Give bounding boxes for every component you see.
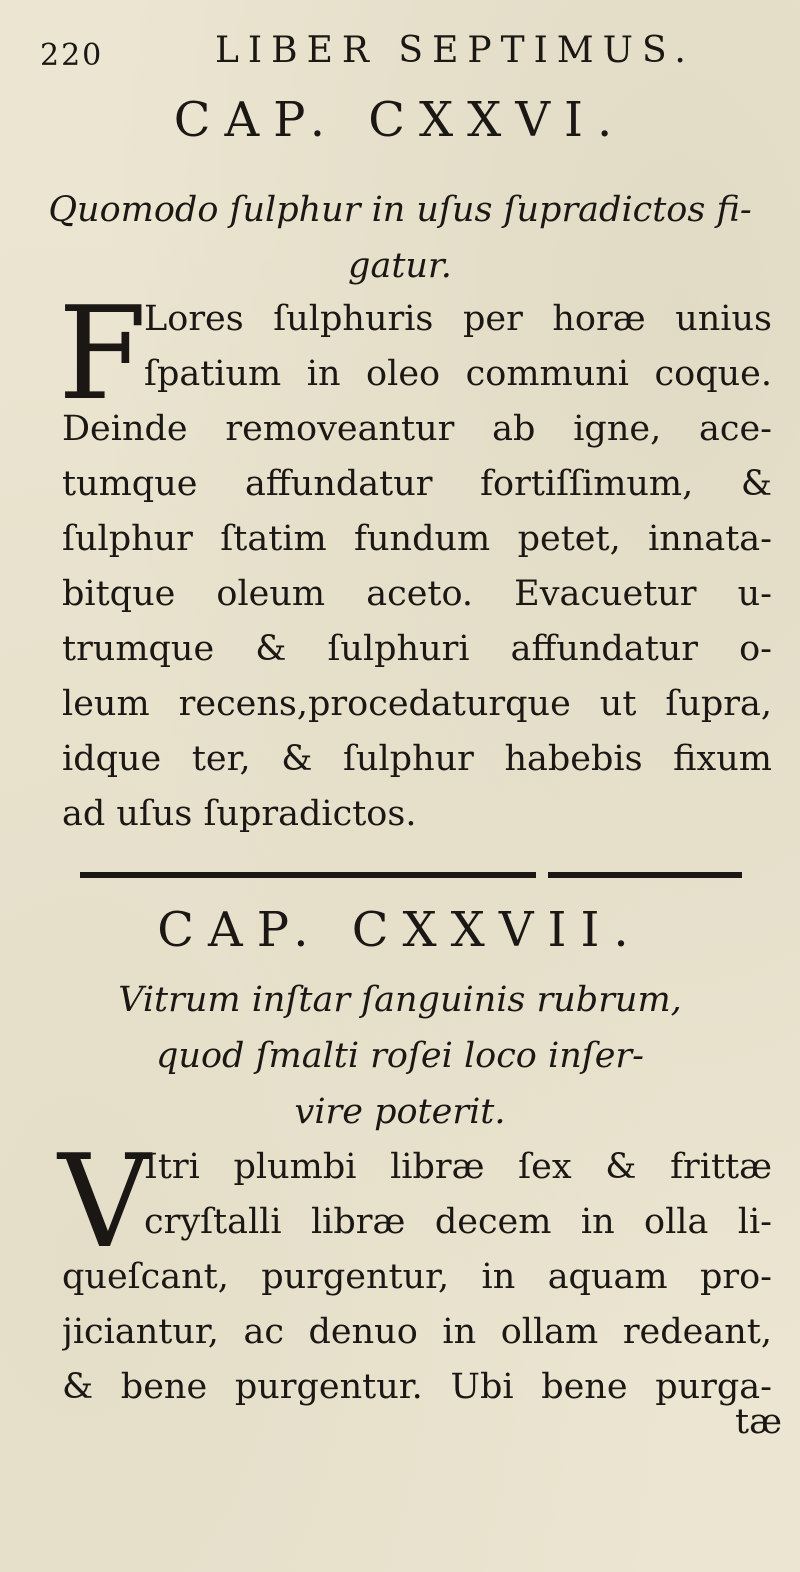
chapter-title-line: vire poterit. xyxy=(294,1092,506,1132)
text-line: queſcant, purgentur, in aquam pro- xyxy=(62,1257,772,1297)
chapter-title-line: Quomodo ſulphur in uſus ſupradictos fi- xyxy=(48,190,752,230)
text-line: Itri plumbi libræ ſex & frittæ xyxy=(144,1147,772,1187)
text-line: ſpatium in oleo communi coque. xyxy=(144,354,772,394)
section-divider-right xyxy=(548,872,742,878)
chapter-body-cxxvi xyxy=(62,292,772,842)
catchword: tæ xyxy=(735,1402,782,1442)
chapter-title-cxxvi xyxy=(40,182,760,294)
text-line: & bene purgentur. Ubi bene purga- xyxy=(62,1367,772,1407)
text-line: Lores ſulphuris per horæ unius xyxy=(144,299,772,339)
text-line: ad uſus ſupradictos. xyxy=(62,794,417,834)
chapter-title-line: Vitrum inſtar ſanguinis rubrum, xyxy=(118,980,682,1020)
text-line: idque ter, & ſulphur habebis fixum xyxy=(62,739,772,779)
text-line: trumque & ſulphuri affundatur o- xyxy=(62,629,772,669)
chapter-title-cxxvii xyxy=(40,972,760,1140)
chapter-title-line: gatur. xyxy=(348,246,452,286)
chapter-heading-cxxvii: CAP. CXXVII. xyxy=(157,902,643,958)
text-line: ſulphur ſtatim fundum petet, innata- xyxy=(62,519,772,559)
drop-cap-f: F xyxy=(58,280,147,429)
chapter-heading-cxxvi: CAP. CXXVI. xyxy=(173,92,627,148)
text-line: cryſtalli libræ decem in olla li- xyxy=(144,1202,772,1242)
page-number: 220 xyxy=(40,38,104,73)
text-line: leum recens,procedaturque ut ſupra, xyxy=(62,684,772,724)
text-line: jiciantur, ac denuo in ollam redeant, xyxy=(62,1312,772,1352)
text-line: tumque affundatur fortiſſimum, & xyxy=(62,464,772,504)
page-header xyxy=(0,22,800,72)
chapter-body-cxxvii xyxy=(62,1140,772,1415)
drop-cap-v: V xyxy=(58,1128,151,1277)
running-head: LIBER SEPTIMUS. xyxy=(215,30,695,71)
text-line: bitque oleum aceto. Evacuetur u- xyxy=(62,574,772,614)
text-line: Deinde removeantur ab igne, ace- xyxy=(62,409,772,449)
section-divider-left xyxy=(80,872,536,878)
chapter-title-line: quod ſmalti roſei loco inſer- xyxy=(156,1036,644,1076)
